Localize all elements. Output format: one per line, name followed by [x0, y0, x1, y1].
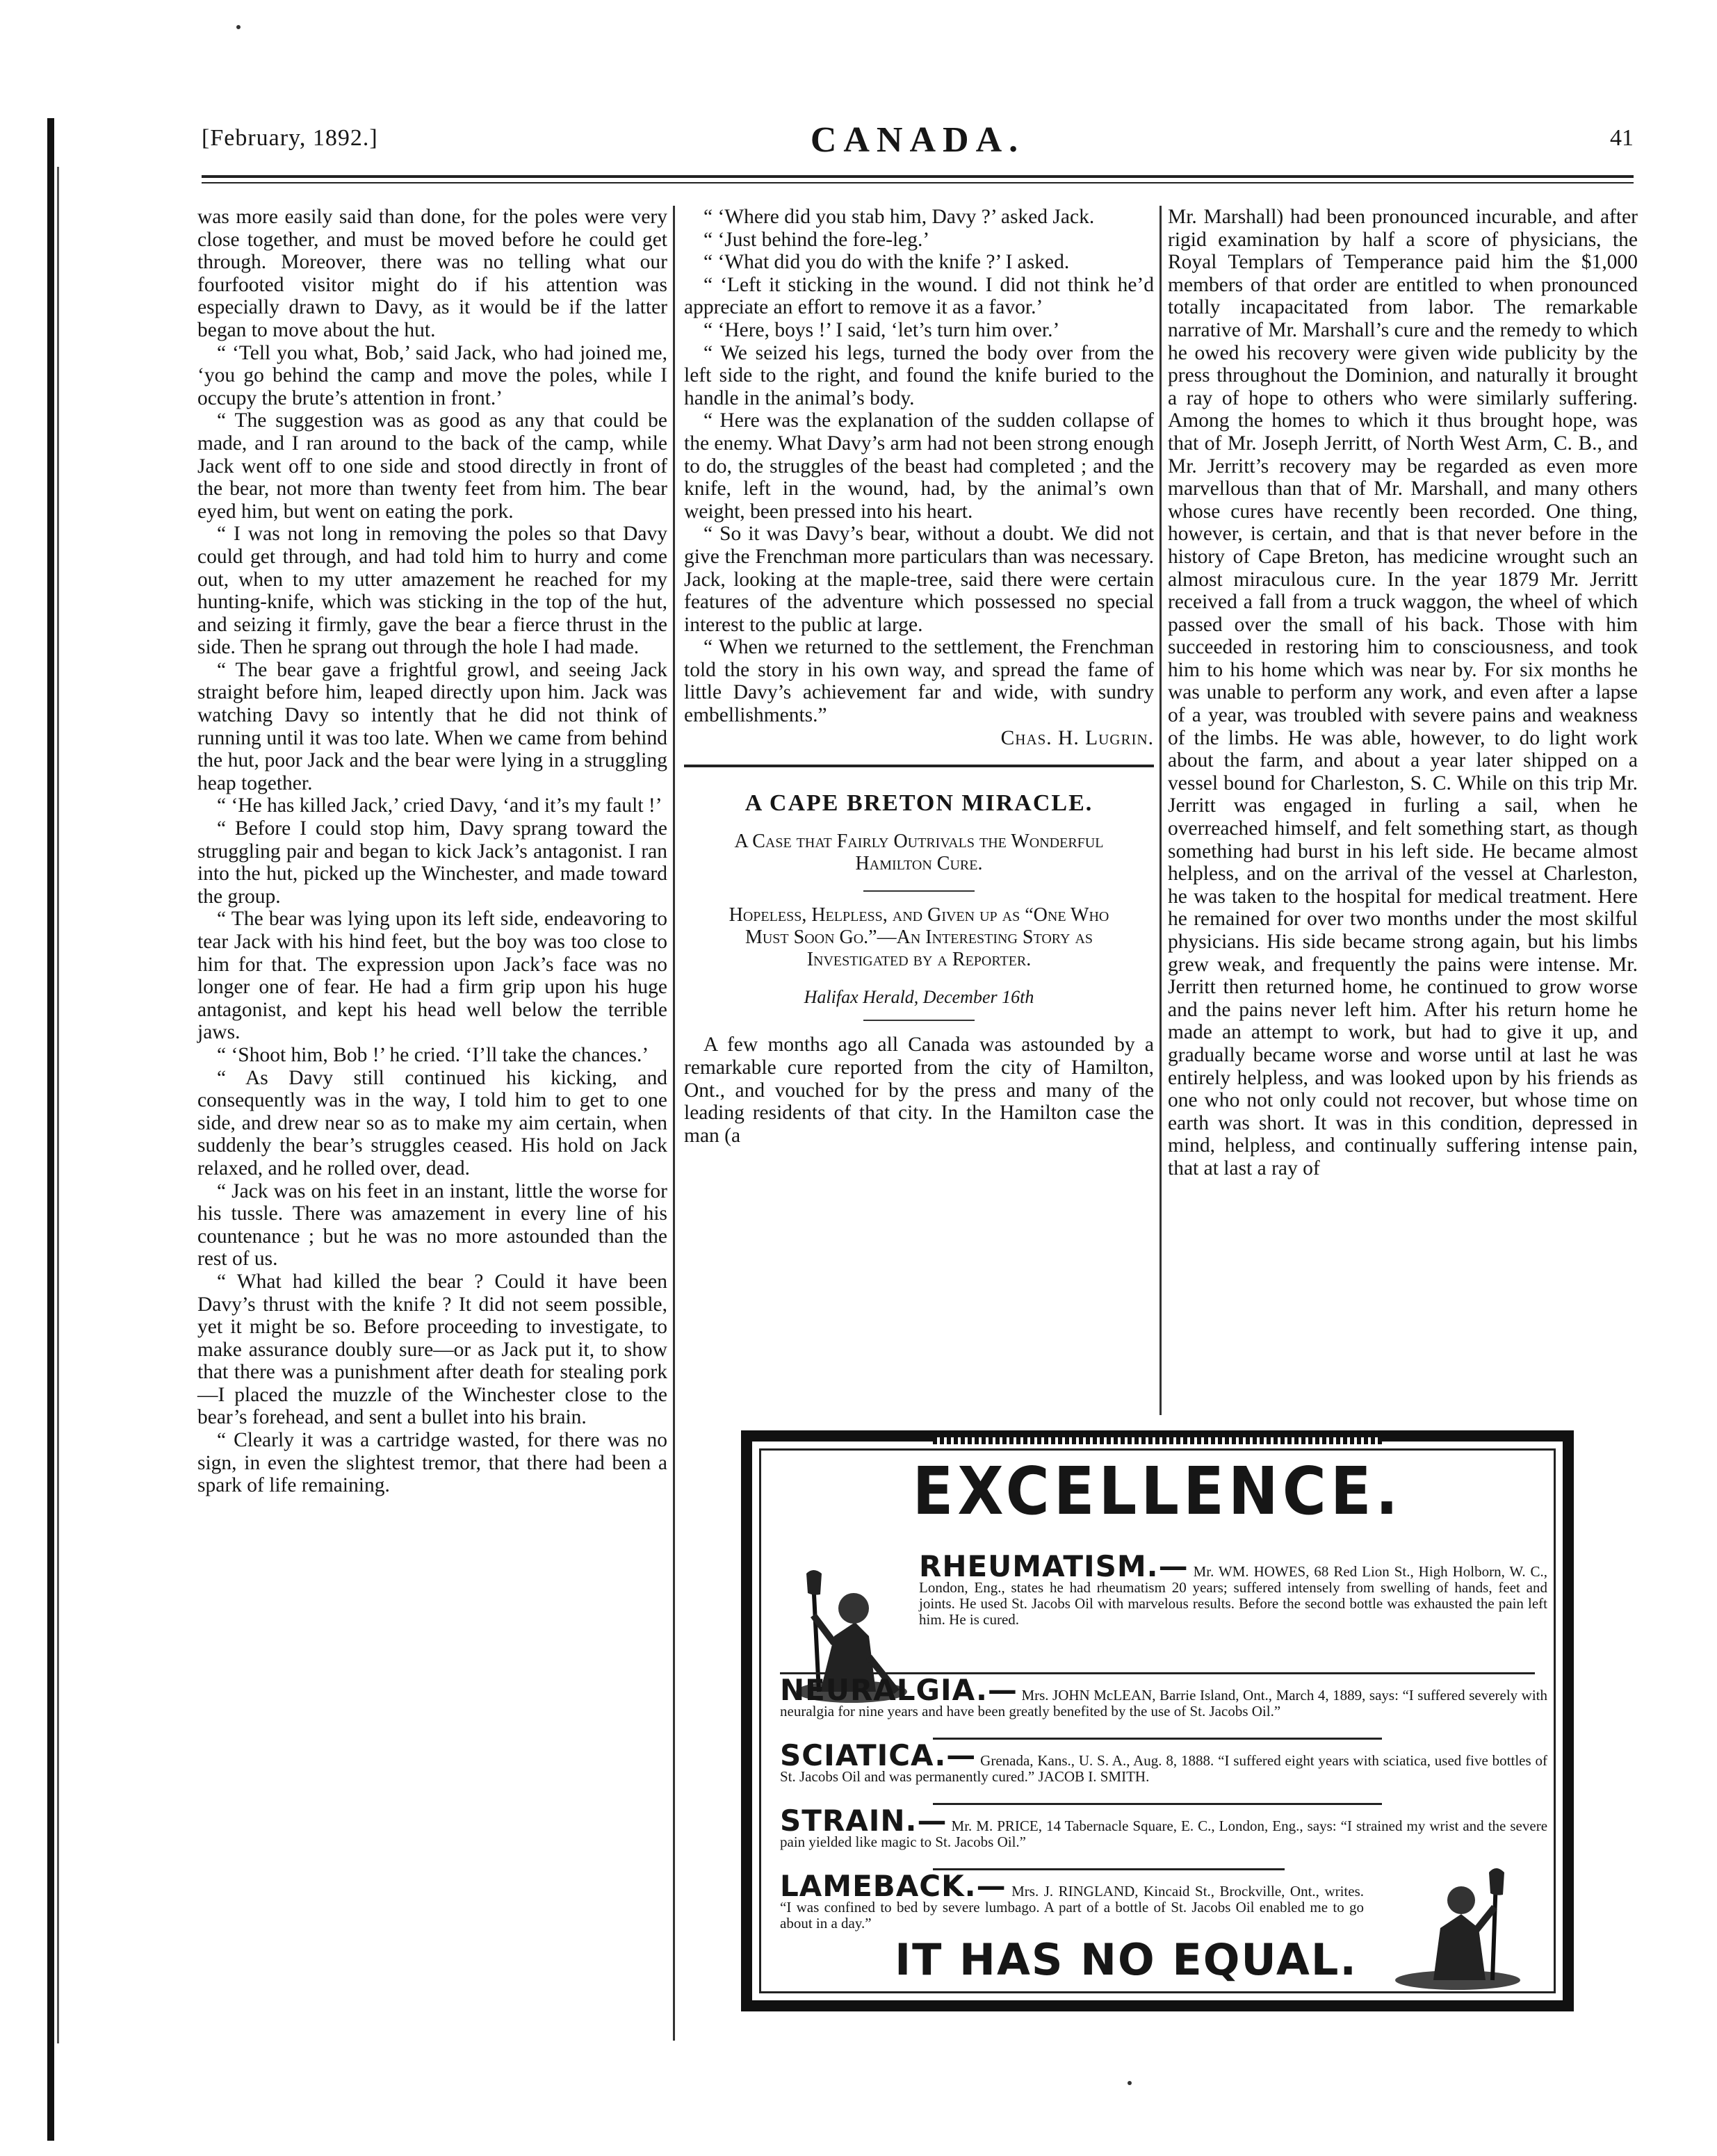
speck [236, 25, 241, 29]
article-subtitle: A Case that Fairly Outrivals the Wonderful Hamilton Cure. [734, 830, 1104, 874]
ad-testimonial: Mr. M. PRICE, 14 Tabernacle Square, E. C., London, Eng., says: “I strained my wrist and the severe pain yielded like magic to St. Jacobs Oil.” [780, 1818, 1548, 1850]
paragraph: “ ‘What did you do with the knife ?’ I asked. [703, 251, 1070, 274]
paragraph: “ When we returned to the settlement, the Frenchman told the story in his own way, and spread the fame of little Davy’s achievement far and wide, with sundry embellishments.” [684, 636, 1154, 727]
paragraph: “ ‘Here, boys !’ I said, ‘let’s turn him over.’ [703, 318, 1060, 341]
paragraph: A few months ago all Canada was astounded by a remarkable cure reported from the city of Hamilton, Ont., and vouched for by the press and many of the leading residents of that city. In the Hamilton case the man (a [684, 1034, 1154, 1147]
publication-title: CANADA. [810, 120, 1025, 160]
paragraph: “ ‘Tell you what, Bob,’ said Jack, who had joined me, ‘you go behind the camp and move the poles, while I occupy the brute’s attention in front.’ [197, 341, 667, 409]
paragraph: “ ‘Shoot him, Bob !’ he cried. ‘I’ll take the chances.’ [217, 1043, 649, 1066]
paragraph: was more easily said than done, for the poles were very close together, and must be moved before he could get through. Moreover, there was no telling what our fourfooted visitor might do if his attention was especially drawn to Davy, as it would be if the latter began to move about the hut. [197, 206, 667, 341]
paragraph: “ The bear was lying upon its left side, endeavoring to tear Jack with his hind feet, but the boy was too close to him for that. The expression upon Jack’s face was no longer one of fear. He had a firm grip upon his huge antagonist, and kept his head well below the terrible jaws. [197, 908, 667, 1044]
article-dateline: Halifax Herald, December 16th [804, 986, 1034, 1007]
paragraph: “ Before I could stop him, Davy sprang toward the struggling pair and began to kick Jack’s antagonist. I ran into the hut, picked up the Winchester, and made toward the group. [197, 817, 667, 908]
ad-title: EXCELLENCE. [912, 1453, 1403, 1530]
ad-heading: STRAIN.— [780, 1804, 947, 1838]
ad-heading: NEURALGIA.— [780, 1673, 1018, 1707]
article-divider [684, 765, 1154, 767]
ad-testimonial: Mr. WM. HOWES, 68 Red Lion St., High Holborn, W. C., London, Eng., states he had rheumatism 20 years; suffered intensely from swelling of hands, feet and joints. He used St. Jacobs Oil with marvelous results. Before the second bottle was exhausted the pain left him. He is cured. [919, 1563, 1548, 1628]
man-with-cane-illustration [1392, 1852, 1524, 1991]
ad-top-ornament [933, 1437, 1382, 1444]
paragraph: “ As Davy still continued his kicking, and consequently was in the way, I told him to get to one side, and drew near so as to make my aim certain, when suddenly the bear’s struggles ceased. His hold on Jack relaxed, and he rolled over, dead. [197, 1066, 667, 1179]
paragraph: “ So it was Davy’s bear, without a doubt. We did not give the Frenchman more particulars than was necessary. Jack, looking at the maple-tree, said there were certain features of the adventure which possessed no special interest to the public at large. [684, 523, 1154, 636]
paragraph: “ Jack was on his feet in an instant, little the worse for his tussle. There was amazement in every line of his countenance ; but he was no more astounded than the rest of us. [197, 1179, 667, 1271]
st-jacobs-oil-advertisement [741, 1430, 1574, 2011]
column-rule [673, 206, 675, 2041]
paragraph: “ I was not long in removing the poles so that Davy could get through, and had told him to hurry and come out, when to my utter amazement he reached for my hunting-knife, which was sticking in the top of the hut, and seizing it firmly, gave the bear a fierce thrust in the side. Then he sprang out through the hole I had made. [197, 523, 667, 659]
binding-edge-shadow [57, 167, 59, 2043]
ad-neuralgia [780, 1673, 1548, 1720]
issue-date: [February, 1892.] [202, 125, 378, 151]
paragraph: Mr. Marshall) had been pronounced incurable, and after rigid examination by half a score of physicians, the Royal Templars of Temperance paid him the $1,000 members of that order are entitled to when pronounced totally incapacitated from labor. The remarkable narrative of Mr. Marshall’s cure and the remedy to which he owed his recovery were given wide publicity by the press throughout the Dominion, and naturally it brought a ray of hope to others who were similarly suffering. Among the homes to which it thus brought hope, was that of Mr. Joseph Jerritt, of North West Arm, C. B., and Mr. Jerritt’s recovery may be regarded as even more marvellous than that of Mr. Marshall, and many others whose cures have recently been recorded. One thing, however, is certain, and that is that never before in the history of Cape Breton, has medicine wrought such an almost miraculous cure. In the year 1879 Mr. Jerritt received a fall from a truck waggon, the wheel of which passed over the small of his back. Those with him succeeded in restoring him to consciousness, and took him to his home which was near by. For six months he was unable to perform any work, and even after a lapse of a year, was troubled with severe pains and weakness of the limbs. He was able, however, to do light work about the farm, and about a year later shipped on a vessel bound for Charleston, S. C. While on this trip Mr. Jerritt was engaged in furling a sail, when he overreached himself, and felt something start, as though something had burst in his left side. He became almost helpless, and on the arrival of the vessel at Charleston, he was taken to the hospital for medical treatment. Here he remained for over two months under the most skilful physicians. His side became strong again, but his limbs grew weak, and frequently the pains were intense. Mr. Jerritt then returned home, he continued to grow worse and the pains never left him. After his return home he made an attempt to work, but had to give it up, and gradually became worse and worse until at last he was entirely helpless, and was looked upon by his friends as one who not only could not recover, but whose time on earth was short. It was in this condition, depressed in mind, helpless, and continually suffering intense pain, that at last a ray of [1168, 206, 1638, 1179]
paragraph: “ What had killed the bear ? Could it have been Davy’s thrust with the knife ? It did not seem possible, yet it might be so. Before proceeding to investigate, to make assurance doubly sure—or as Jack put it, to show that there was a punishment after death for stealing pork—I placed the muzzle of the Winchester close to the bear’s forehead, and sent a bullet into his brain. [197, 1270, 667, 1429]
paragraph: “ ‘He has killed Jack,’ cried Davy, ‘and it’s my fault !’ [217, 794, 662, 817]
article-subtitle: Hopeless, Helpless, and Given up as “One Who Must Soon Go.”—An Interesting Story as Investigated by a Reporter. [729, 904, 1109, 970]
ad-heading: SCIATICA.— [780, 1738, 977, 1772]
ad-testimonial: Mrs. JOHN McLEAN, Barrie Island, Ont., March 4, 1889, says: “I suffered severely with neuralgia for nine years and have been greatly benefited by the use of St. Jacobs Oil.” [780, 1687, 1548, 1720]
ad-testimonial: Grenada, Kans., U. S. A., Aug. 8, 1888. “I suffered eight years with sciatica, used five bottles of St. Jacobs Oil and was permanently cured.” JACOB I. SMITH. [780, 1752, 1548, 1785]
ad-rheumatism [919, 1549, 1548, 1628]
paragraph: “ The suggestion was as good as any that could be made, and I ran around to the back of the camp, while Jack went off to one side and stood directly in front of the bear, not more than twenty feet from him. The bear eyed him, but went on eating the pork. [197, 409, 667, 523]
article-title: A CAPE BRETON MIRACLE. [744, 790, 1093, 817]
paragraph: “ ‘Where did you stab him, Davy ?’ asked Jack. [703, 206, 1095, 228]
header-rule-thin [202, 182, 1634, 183]
ad-divider [933, 1803, 1382, 1805]
author-signature: Chas. H. Lugrin. [1000, 726, 1154, 749]
binding-edge [47, 118, 54, 2141]
ad-strain [780, 1804, 1548, 1850]
page-header [202, 120, 1634, 168]
column-rule [1159, 206, 1162, 1415]
ad-lameback [780, 1869, 1365, 1932]
column-2 [684, 206, 1154, 1147]
page-number: 41 [1610, 125, 1634, 151]
ad-sciatica [780, 1738, 1548, 1785]
ad-slogan: IT HAS NO EQUAL. [895, 1934, 1358, 1985]
paragraph: “ ‘Left it sticking in the wound. I did not think he’d appreciate an effort to remove it as a favor.’ [684, 273, 1154, 319]
paragraph: “ ‘Just behind the fore-leg.’ [703, 228, 930, 251]
paragraph: “ We seized his legs, turned the body over from the left side to the right, and found the knife buried to the handle in the animal’s body. [684, 341, 1154, 409]
ad-testimonial: Mrs. J. RINGLAND, Kincaid St., Brockville, Ont., writes. “I was confined to bed by severe lumbago. A part of a bottle of St. Jacobs Oil enabled me to go about in a day.” [780, 1883, 1365, 1932]
column-1 [197, 206, 667, 1497]
short-rule [863, 1020, 975, 1021]
ad-heading: LAMEBACK.— [780, 1869, 1007, 1903]
header-rule [202, 175, 1634, 178]
column-3 [1168, 206, 1638, 1180]
short-rule [863, 890, 975, 892]
paragraph: “ Here was the explanation of the sudden collapse of the enemy. What Davy’s arm had not been strong enough to do, the struggles of the beast had completed ; and the knife, left in the wound, had, by the animal’s own weight, been pressed into his heart. [684, 409, 1154, 523]
ad-divider [933, 1738, 1382, 1740]
speck [1128, 2081, 1132, 2085]
ad-heading: RHEUMATISM.— [919, 1549, 1189, 1583]
paragraph: “ The bear gave a frightful growl, and seeing Jack straight before him, leaped directly upon him. Jack was watching Davy so intently that he did not think of running until it was too late. When we came from behind the hut, poor Jack and the bear were lying in a struggling heap together. [197, 658, 667, 794]
paragraph: “ Clearly it was a cartridge wasted, for there was no sign, in even the slightest tremor, that there had been a spark of life remaining. [197, 1429, 667, 1497]
